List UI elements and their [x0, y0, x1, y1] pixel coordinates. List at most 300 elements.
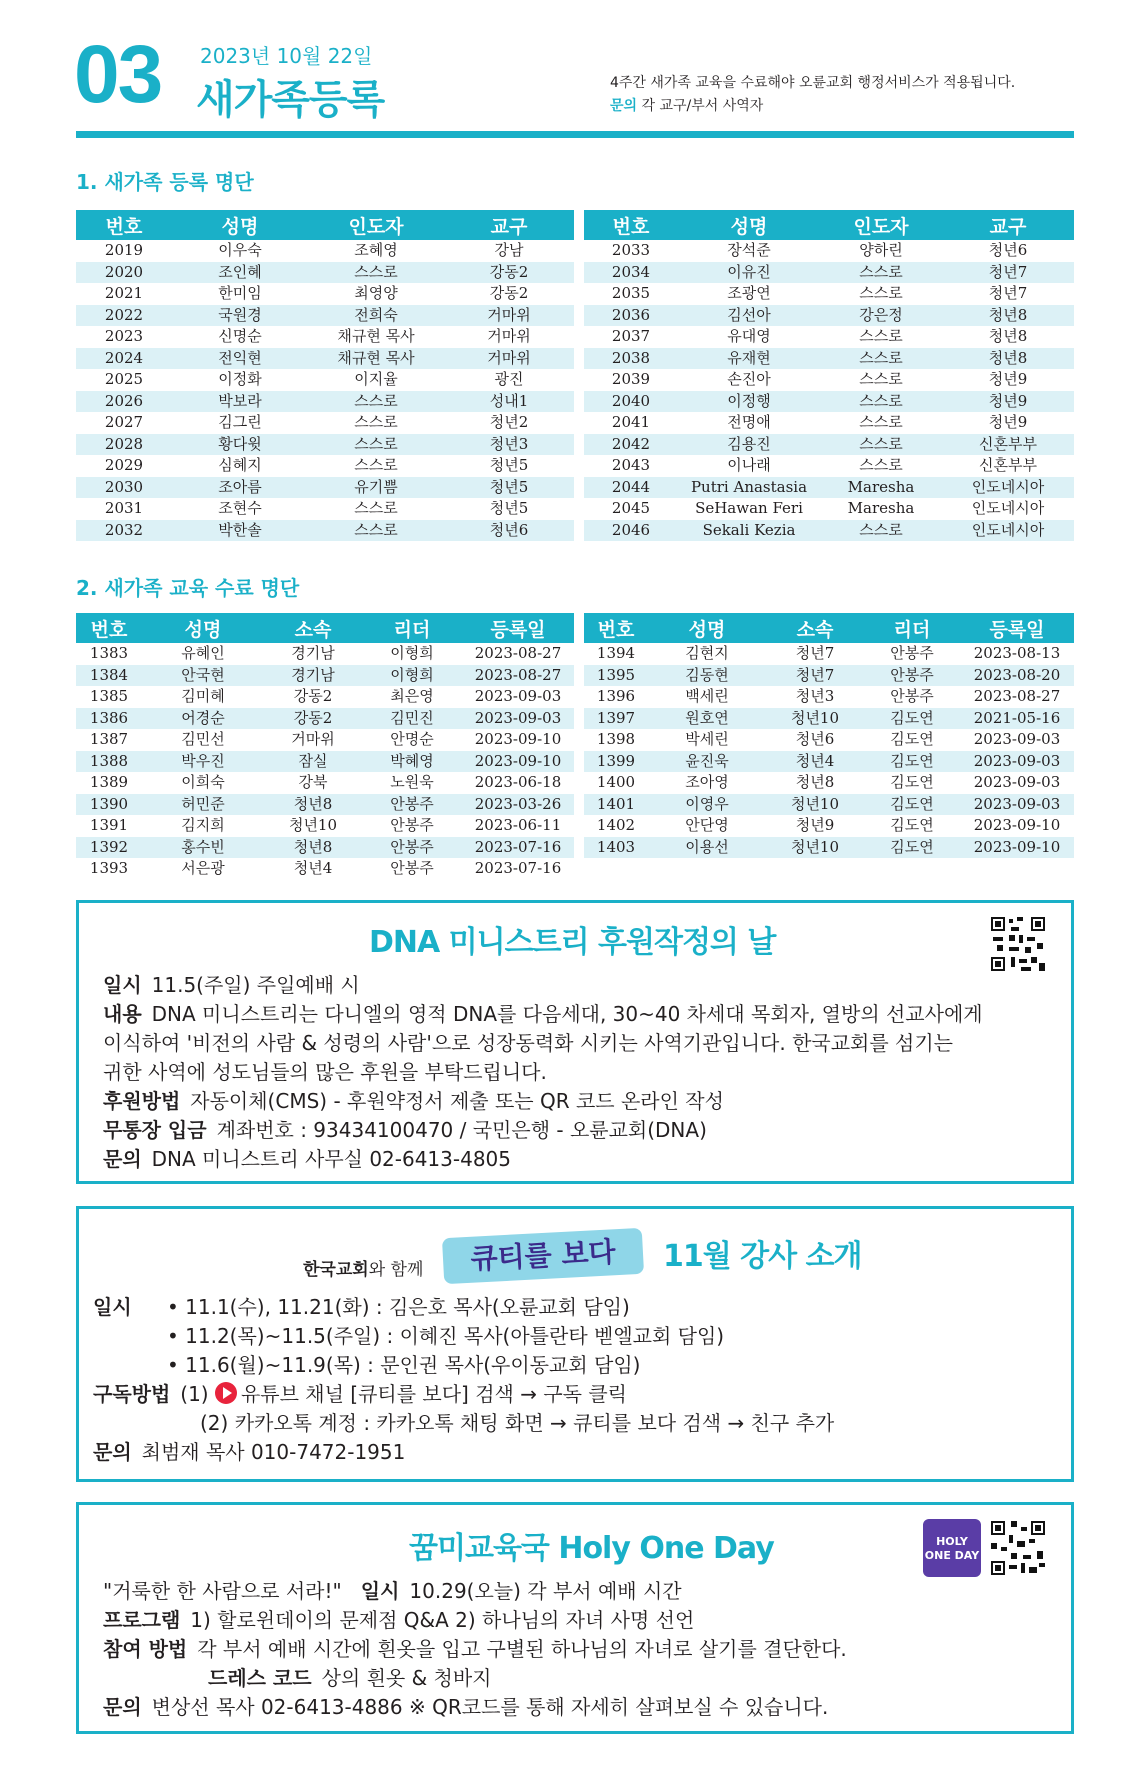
table-cell: 1386	[76, 708, 142, 730]
table-row	[584, 794, 1074, 816]
table-cell: 청년9	[795, 816, 835, 835]
table-cell: 김현지	[685, 644, 729, 663]
table-cell: 거마위	[444, 305, 574, 327]
table-cell: 김그린	[218, 413, 262, 432]
table-row	[584, 665, 1074, 687]
table-cell: Maresha	[820, 477, 942, 499]
table-row	[584, 815, 1074, 837]
table-cell: 2022	[76, 305, 172, 327]
table-row	[584, 520, 1074, 542]
table-cell: 어경순	[142, 708, 264, 730]
table-cell: 안국현	[142, 665, 264, 687]
holy-dress: 상의 흰옷 & 청바지	[321, 1666, 492, 1690]
holy-join-label: 참여 방법	[103, 1637, 188, 1661]
table-cell: 1403	[584, 837, 648, 859]
table-cell: 스스로	[354, 499, 398, 518]
table-cell: SeHawan Feri	[695, 499, 803, 518]
table-cell: 청년7	[988, 284, 1028, 303]
table-row	[584, 751, 1074, 773]
table-cell: 안명순	[390, 730, 434, 749]
table-cell: 이우숙	[218, 241, 262, 260]
table-cell: 신혼부부	[979, 456, 1037, 475]
table-row	[584, 772, 1074, 794]
table-cell: 2023-09-03	[462, 708, 574, 730]
table-cell: 인도네시아	[942, 477, 1074, 499]
table-cell: 김도연	[864, 751, 960, 773]
table-cell: 전익현	[172, 348, 308, 370]
table-cell: 유혜인	[181, 644, 225, 663]
table-cell: 심혜지	[218, 456, 262, 475]
table-cell: 경기남	[264, 665, 362, 687]
table-cell: 청년10	[288, 816, 338, 835]
qt-item-2: • 11.2(목)~11.5(주일) : 이혜진 목사(아틀란타 벧엘교회 담임)	[167, 1324, 725, 1348]
holy-contact-line	[103, 1691, 828, 1720]
column-header: 등록일	[960, 613, 1074, 643]
table-header-row	[584, 210, 1074, 240]
table-cell: 스스로	[354, 456, 398, 475]
table-header-row	[584, 613, 1074, 643]
table-cell: 조혜영	[354, 241, 398, 260]
table-cell: 2023-08-27	[973, 687, 1061, 706]
table-row	[76, 391, 574, 413]
table-cell: 조광연	[727, 284, 771, 303]
table-cell: 2023-09-03	[960, 794, 1074, 816]
table-cell: 조아름	[172, 477, 308, 499]
table-cell: 2041	[611, 413, 651, 432]
dna-contact-label: 문의	[103, 1147, 142, 1171]
table-cell: 강동2	[489, 284, 529, 303]
table-cell: 1402	[596, 816, 636, 835]
column-header: 교구	[942, 210, 1074, 240]
dna-contact: DNA 미니스트리 사무실 02-6413-4805	[151, 1147, 511, 1171]
table-cell: 광진	[494, 370, 524, 389]
table-cell: 안봉주	[890, 687, 934, 706]
table-cell: 이형희	[362, 665, 462, 687]
holy-date-label: 일시	[360, 1579, 400, 1603]
column-header: 교구	[444, 210, 574, 240]
table-cell: 2024	[76, 348, 172, 370]
table-row	[584, 708, 1074, 730]
column-header: 성명	[678, 210, 820, 240]
table-cell: 1397	[584, 708, 648, 730]
table-cell: 청년10	[766, 794, 864, 816]
table-cell: Maresha	[847, 499, 915, 518]
table-cell: 강북	[298, 773, 328, 792]
holy-dress-line	[208, 1662, 492, 1691]
table-cell: 김도연	[864, 708, 960, 730]
dna-date: 11.5(주일) 주일예배 시	[151, 973, 360, 997]
table-row	[584, 477, 1074, 499]
table-cell: 성내1	[444, 391, 574, 413]
table-cell: 1383	[89, 644, 129, 663]
table-cell: 2040	[584, 391, 678, 413]
table-cell: 김동현	[648, 665, 766, 687]
table-cell: 이유진	[678, 262, 820, 284]
qt-prefix	[303, 1255, 423, 1280]
qr-code-icon[interactable]	[989, 915, 1047, 973]
table-row	[76, 665, 574, 687]
table-cell: 청년5	[489, 499, 529, 518]
table-cell: 신명순	[218, 327, 262, 346]
table-row	[76, 643, 574, 665]
table-row	[584, 305, 1074, 327]
table-cell: 2023	[104, 327, 144, 346]
table-row	[76, 477, 574, 499]
table-cell: 인도네시아	[942, 520, 1074, 542]
holy-program-line	[103, 1604, 694, 1633]
table-cell: 2029	[104, 456, 144, 475]
table-cell: 조인혜	[172, 262, 308, 284]
table-cell: 1390	[76, 794, 142, 816]
holy-dress-label: 드레스 코드	[208, 1666, 312, 1690]
table-row	[76, 858, 574, 880]
table-cell: 2042	[584, 434, 678, 456]
qr-code-icon[interactable]	[989, 1519, 1047, 1577]
holy-program-label: 프로그램	[103, 1608, 181, 1632]
table-cell: 2023-06-11	[474, 816, 562, 835]
table-cell: 김도연	[890, 730, 934, 749]
table-cell: 전희숙	[308, 305, 444, 327]
table-cell: 2023-09-10	[474, 730, 562, 749]
table-cell: 유기쁨	[308, 477, 444, 499]
table-cell: 안단영	[685, 816, 729, 835]
table-cell: 1399	[584, 751, 648, 773]
qt-box	[76, 1206, 1074, 1482]
table-cell: 청년5	[444, 477, 574, 499]
qt-contact: 최범재 목사 010-7472-1951	[141, 1440, 406, 1464]
dna-content-line2: 이식하여 '비전의 사람 & 성령의 사람'으로 성장동력화 시키는 사역기관입니다. 한국교회를 섬기는	[103, 1031, 954, 1055]
table-cell: 안봉주	[390, 816, 434, 835]
column-header: 성명	[648, 613, 766, 643]
table-cell: 스스로	[820, 262, 942, 284]
table-cell: 청년8	[942, 348, 1074, 370]
table-cell: 한미임	[218, 284, 262, 303]
holy-contact: 변상선 목사 02-6413-4886 ※ QR코드를 통해 자세히 살펴보실 수 있습니다.	[151, 1695, 829, 1719]
table-cell: 유재현	[678, 348, 820, 370]
dna-content-label: 내용	[103, 1002, 142, 1026]
table-cell: 청년10	[766, 837, 864, 859]
table-cell: 안봉주	[362, 837, 462, 859]
dna-method: 자동이체(CMS) - 후원약정서 제출 또는 QR 코드 온라인 작성	[190, 1089, 724, 1113]
column-header: 번호	[76, 613, 142, 643]
dna-contact-line	[103, 1143, 511, 1172]
column-header: 리더	[362, 613, 462, 643]
table-cell: 신혼부부	[942, 434, 1074, 456]
table-cell: 강은정	[820, 305, 942, 327]
table-cell: 2030	[76, 477, 172, 499]
table-cell: 2023-08-13	[973, 644, 1061, 663]
table-cell: 박세린	[685, 730, 729, 749]
table-cell: 강동2	[264, 708, 362, 730]
table-cell: 1395	[584, 665, 648, 687]
table-row	[76, 708, 574, 730]
table-cell: 이용선	[648, 837, 766, 859]
table-cell: 2045	[611, 499, 651, 518]
table-cell: 1385	[89, 687, 129, 706]
table-cell: 2043	[611, 456, 651, 475]
table-row	[584, 391, 1074, 413]
table-cell: 손진아	[727, 370, 771, 389]
table-cell: 스스로	[308, 520, 444, 542]
holy-contact-label: 문의	[103, 1695, 142, 1719]
table-cell: 이형희	[390, 644, 434, 663]
table-cell: 2031	[104, 499, 144, 518]
header-divider	[76, 131, 1074, 138]
table-cell: 청년6	[795, 730, 835, 749]
table-cell: 김민선	[181, 730, 225, 749]
completion-table-left	[76, 613, 574, 880]
table-row	[76, 729, 574, 751]
qt-logo: 큐티를 보다	[442, 1228, 644, 1284]
table-cell: 2023-06-18	[474, 773, 562, 792]
table-cell: 인도네시아	[971, 499, 1045, 518]
table-cell: 청년9	[988, 413, 1028, 432]
table-cell: 이정화	[218, 370, 262, 389]
table-cell: 2038	[584, 348, 678, 370]
table-cell: 청년6	[444, 520, 574, 542]
table-cell: 청년4	[293, 859, 333, 878]
qt-sub-label: 구독방법	[93, 1382, 171, 1406]
table-cell: 강남	[494, 241, 524, 260]
table-cell: 2023-09-10	[973, 816, 1061, 835]
table-cell: 2027	[104, 413, 144, 432]
table-row	[584, 729, 1074, 751]
holy-quote-line	[103, 1575, 682, 1604]
table-cell: 2025	[104, 370, 144, 389]
table-cell: 2036	[584, 305, 678, 327]
table-row	[76, 815, 574, 837]
table-cell: 김선아	[678, 305, 820, 327]
table-cell: 강동2	[444, 262, 574, 284]
table-cell: 거마위	[444, 348, 574, 370]
table-cell: 안봉주	[362, 794, 462, 816]
page-title: 새가족등록	[196, 77, 385, 123]
table-cell: 2026	[76, 391, 172, 413]
table-cell: 스스로	[859, 413, 903, 432]
table-cell: 청년7	[795, 644, 835, 663]
table-cell: 청년7	[766, 665, 864, 687]
column-header: 인도자	[308, 210, 444, 240]
table-cell: 1388	[76, 751, 142, 773]
table-cell: 강동2	[293, 687, 333, 706]
table-cell: 2046	[584, 520, 678, 542]
section2-title: 2. 새가족 교육 수료 명단	[76, 576, 300, 600]
table-cell: 2019	[104, 241, 144, 260]
header-note-line2	[610, 95, 1015, 118]
table-cell: 장석준	[727, 241, 771, 260]
table-row	[76, 326, 574, 348]
column-header: 성명	[142, 613, 264, 643]
table-cell: 스스로	[859, 370, 903, 389]
dna-content-line3: 귀한 사역에 성도님들의 많은 후원을 부탁드립니다.	[103, 1060, 547, 1084]
table-cell: 채규현 목사	[337, 327, 415, 346]
holy-program: 1) 할로윈데이의 문제점 Q&A 2) 하나님의 자녀 사명 선언	[190, 1608, 695, 1632]
table-row	[584, 498, 1074, 520]
table-cell: 청년9	[942, 391, 1074, 413]
table-cell: 스스로	[308, 262, 444, 284]
qt-sub1: 유튜브 채널 [큐티를 보다] 검색 → 구독 클릭	[240, 1382, 627, 1406]
table-cell: 최영양	[354, 284, 398, 303]
table-cell: 조아영	[685, 773, 729, 792]
table-cell: 2021-05-16	[960, 708, 1074, 730]
table-row	[584, 455, 1074, 477]
table-cell: 1400	[596, 773, 636, 792]
table-cell: 청년8	[264, 794, 362, 816]
qt-item-1: • 11.1(수), 11.21(화) : 김은호 목사(오륜교회 담임)	[167, 1295, 630, 1319]
table-cell: 2023-09-03	[973, 773, 1061, 792]
table-cell: 김민진	[362, 708, 462, 730]
youtube-icon	[215, 1382, 237, 1404]
header-note-text: 각 교구/부서 사역자	[641, 98, 764, 114]
column-header: 성명	[172, 210, 308, 240]
table-cell: 안봉주	[864, 665, 960, 687]
registration-table-left	[76, 210, 574, 541]
table-cell: 청년7	[942, 262, 1074, 284]
table-row	[584, 326, 1074, 348]
column-header: 인도자	[820, 210, 942, 240]
table-row	[584, 434, 1074, 456]
table-row	[584, 412, 1074, 434]
table-cell: 청년8	[795, 773, 835, 792]
table-cell: 스스로	[308, 434, 444, 456]
table-row	[76, 283, 574, 305]
table-cell: 김도연	[864, 794, 960, 816]
column-header: 번호	[584, 210, 678, 240]
table-cell: 박보라	[172, 391, 308, 413]
table-cell: 김용진	[678, 434, 820, 456]
table-row	[76, 772, 574, 794]
table-cell: 전명애	[727, 413, 771, 432]
table-header-row	[76, 613, 574, 643]
column-header: 번호	[76, 210, 172, 240]
table-cell: 청년4	[766, 751, 864, 773]
header-note	[610, 72, 1015, 118]
table-cell: 1387	[89, 730, 129, 749]
qt-date-label	[93, 1291, 142, 1320]
header-note-line1: 4주간 새가족 교육을 수료해야 오륜교회 행정서비스가 적용됩니다.	[610, 75, 1016, 91]
table-cell: 스스로	[859, 327, 903, 346]
table-cell: 스스로	[308, 391, 444, 413]
table-cell: 황다윗	[172, 434, 308, 456]
dna-method-line	[103, 1085, 724, 1114]
column-header: 번호	[584, 613, 648, 643]
table-cell: 박한솔	[172, 520, 308, 542]
table-cell: 국원경	[172, 305, 308, 327]
holy-title: 꿈미교육국 Holy One Day	[409, 1531, 774, 1566]
page-number: 03	[74, 29, 162, 120]
table-cell: 2035	[611, 284, 651, 303]
table-cell: Sekali Kezia	[678, 520, 820, 542]
table-cell: 2023-09-10	[960, 837, 1074, 859]
table-row	[76, 434, 574, 456]
table-cell: 2023-07-16	[474, 859, 562, 878]
registration-table-right	[584, 210, 1074, 541]
qt-prefix-church: 한국교회	[303, 1260, 369, 1280]
completion-table-right	[584, 613, 1074, 858]
table-cell: 원호연	[648, 708, 766, 730]
table-cell: 홍수빈	[142, 837, 264, 859]
table-row	[584, 283, 1074, 305]
dna-bank: 계좌번호 : 93434100470 / 국민은행 - 오륜교회(DNA)	[216, 1118, 707, 1142]
table-cell: 2037	[611, 327, 651, 346]
table-cell: 2021	[104, 284, 144, 303]
table-cell: 스스로	[820, 391, 942, 413]
table-cell: 잠실	[264, 751, 362, 773]
table-cell: 최은영	[390, 687, 434, 706]
table-cell: 청년8	[264, 837, 362, 859]
table-cell: 안봉주	[390, 859, 434, 878]
dna-date-label: 일시	[103, 973, 142, 997]
dna-bank-line	[103, 1114, 707, 1143]
table-cell: 1394	[596, 644, 636, 663]
table-cell: 2033	[611, 241, 651, 260]
column-header: 등록일	[462, 613, 574, 643]
header-date: 2023년 10월 22일	[200, 44, 373, 68]
table-cell: 1392	[76, 837, 142, 859]
table-cell: 청년10	[766, 708, 864, 730]
qt-contact-line	[93, 1436, 405, 1465]
table-cell: 2032	[76, 520, 172, 542]
table-cell: 거마위	[487, 327, 531, 346]
table-cell: 2023-03-26	[462, 794, 574, 816]
table-cell: 백세린	[685, 687, 729, 706]
table-row	[76, 751, 574, 773]
table-cell: 경기남	[291, 644, 335, 663]
table-row	[76, 498, 574, 520]
table-cell: 2023-08-27	[474, 644, 562, 663]
table-cell: 스스로	[820, 520, 942, 542]
table-cell: 2023-09-03	[973, 730, 1061, 749]
table-cell: 스스로	[354, 413, 398, 432]
holy-join-line	[103, 1633, 847, 1662]
table-cell: 2044	[584, 477, 678, 499]
table-cell: 2039	[611, 370, 651, 389]
table-cell: 채규현 목사	[308, 348, 444, 370]
dna-title: DNA 미니스트리 후원작정의 날	[369, 925, 776, 960]
holy-join: 각 부서 예배 시간에 흰옷을 입고 구별된 하나님의 자녀로 살기를 결단한다.	[197, 1637, 847, 1661]
table-row	[76, 412, 574, 434]
table-row	[76, 348, 574, 370]
table-cell: 스스로	[820, 348, 942, 370]
table-row	[584, 262, 1074, 284]
table-cell: 1401	[584, 794, 648, 816]
table-cell: 2023-08-20	[960, 665, 1074, 687]
table-cell: 2023-09-03	[474, 687, 562, 706]
table-cell: 이지율	[354, 370, 398, 389]
column-header: 소속	[264, 613, 362, 643]
table-cell: 청년5	[489, 456, 529, 475]
holy-one-day-logo: HOLY ONE DAY	[923, 1519, 981, 1577]
qt-sub-line2: (2) 카카오톡 계정 : 카카오톡 채팅 화면 → 큐티를 보다 검색 → 친구 추가	[200, 1411, 835, 1435]
table-row	[76, 262, 574, 284]
dna-bank-label: 무통장 입금	[103, 1118, 207, 1142]
qt-date-label-text: 일시	[93, 1295, 132, 1319]
dna-method-label: 후원방법	[103, 1089, 181, 1113]
table-cell: 조현수	[218, 499, 262, 518]
table-cell: 청년3	[444, 434, 574, 456]
table-cell: 2023-07-16	[462, 837, 574, 859]
table-row	[76, 369, 574, 391]
table-row	[76, 520, 574, 542]
holy-quote: "거룩한 한 사람으로 서라!"	[103, 1579, 342, 1603]
table-cell: 2034	[584, 262, 678, 284]
table-cell: 청년8	[942, 305, 1074, 327]
dna-box	[76, 900, 1074, 1184]
table-cell: 이희숙	[181, 773, 225, 792]
table-row	[76, 455, 574, 477]
table-row	[584, 369, 1074, 391]
dna-content-line1	[103, 998, 983, 1027]
